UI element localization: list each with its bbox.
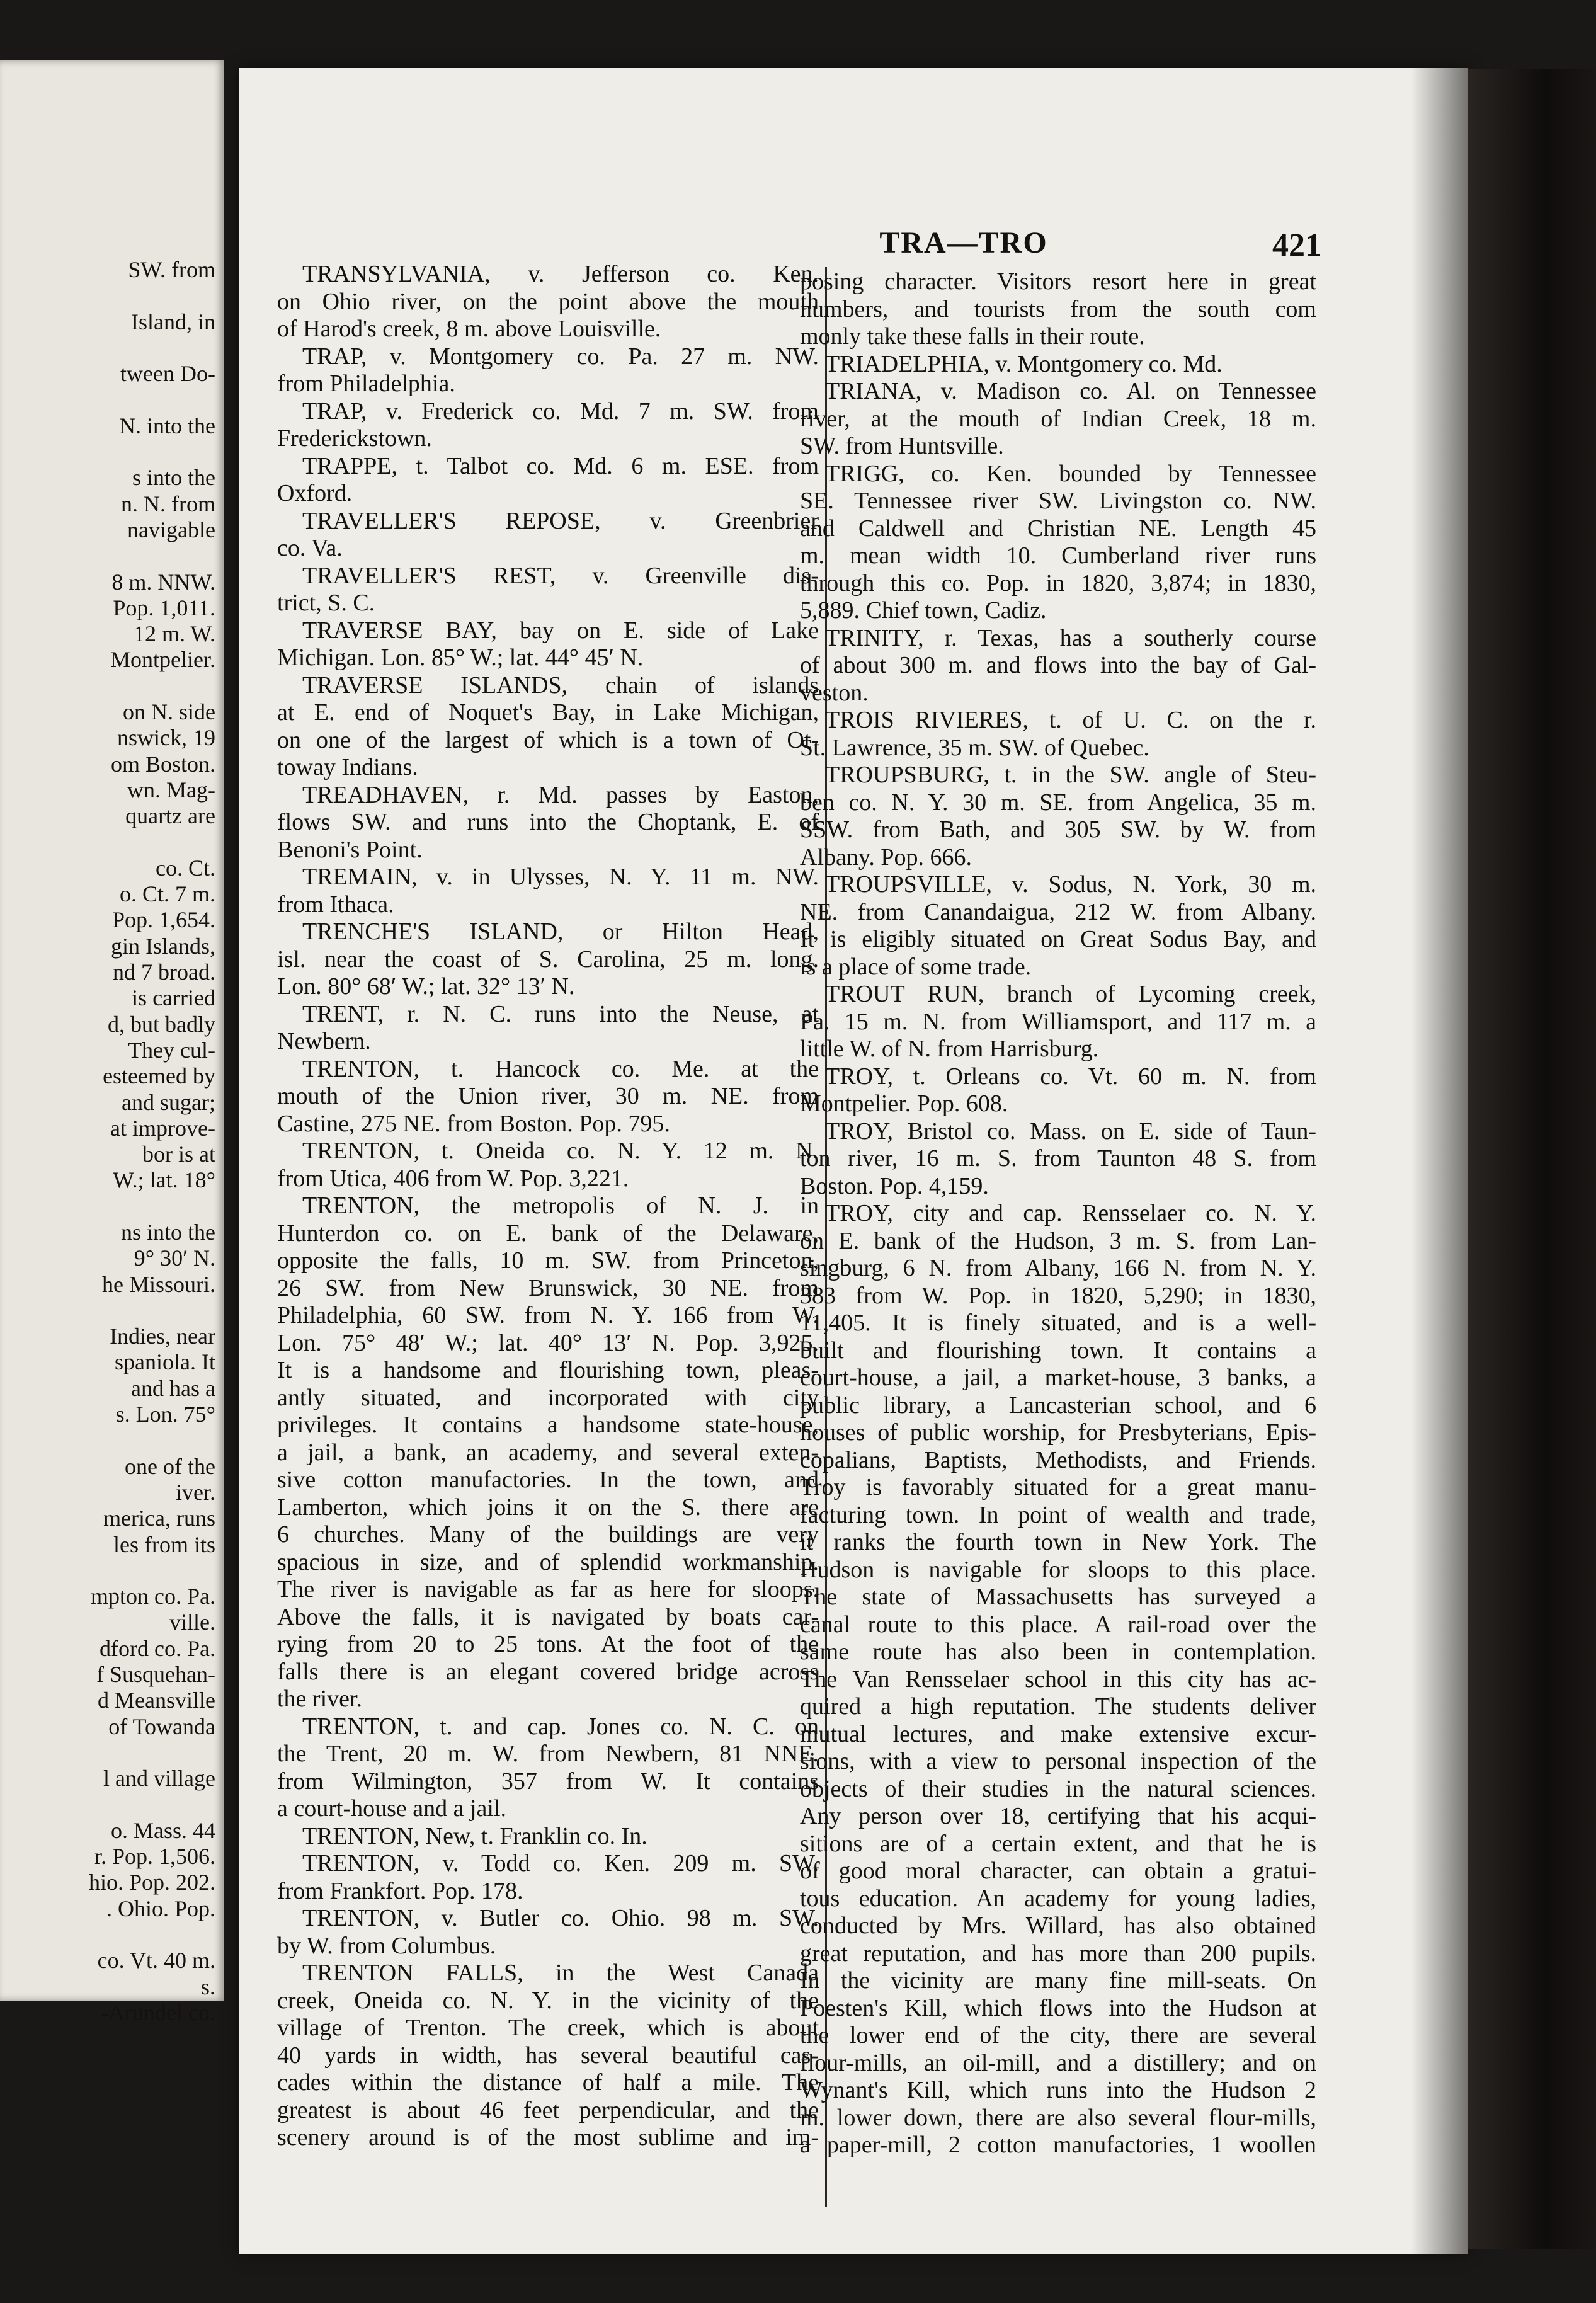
text-line: isl. near the coast of S. Carolina, 25 m. long. bbox=[277, 946, 819, 973]
text-line: Hudson is navigable for sloops to this place. bbox=[800, 1556, 1316, 1583]
text-line: from Frankfort. Pop. 178. bbox=[277, 1877, 523, 1904]
fragment-line bbox=[8, 439, 215, 465]
text-line: and Caldwell and Christian NE. Length 45 bbox=[800, 515, 1316, 542]
fragment-line bbox=[8, 543, 215, 569]
text-line: TRENTON, v. Butler co. Ohio. 98 m. SW. bbox=[302, 1905, 819, 1931]
fragment-line: is carried bbox=[132, 985, 215, 1011]
text-line: The state of Massachusetts has surveyed a bbox=[800, 1584, 1316, 1610]
text-line: flows SW. and runs into the Choptank, E. of bbox=[277, 809, 819, 835]
text-line: TRAVERSE ISLANDS, chain of islands bbox=[302, 671, 819, 699]
fragment-line: iver. bbox=[176, 1479, 215, 1505]
text-line: trict, S. C. bbox=[277, 590, 375, 616]
fragment-line: gin Islands, bbox=[111, 933, 215, 959]
text-line: of about 300 m. and flows into the bay of Gal- bbox=[800, 652, 1316, 678]
text-line: TRANSYLVANIA, v. Jefferson co. Ken. bbox=[302, 261, 819, 287]
fragment-line: at improve- bbox=[110, 1115, 215, 1141]
fragment-line: r. Pop. 1,506. bbox=[94, 1844, 215, 1870]
running-head: TRA—TRO bbox=[879, 226, 1048, 260]
fragment-line: They cul- bbox=[128, 1037, 215, 1063]
text-line: TRIGG, co. Ken. bounded by Tennessee bbox=[825, 460, 1316, 487]
fragment-line: 12 m. W. bbox=[133, 621, 215, 647]
fragment-line: and has a bbox=[131, 1375, 215, 1401]
text-line: TRIANA, v. Madison co. Al. on Tennessee bbox=[825, 378, 1316, 404]
text-line: great reputation, and has more than 200 pupils. bbox=[800, 1940, 1316, 1967]
text-line: by W. from Columbus. bbox=[277, 1932, 496, 1959]
text-line: the lower end of the city, there are several bbox=[800, 2022, 1316, 2049]
fragment-line: Pop. 1,654. bbox=[111, 907, 215, 933]
text-line: TRENTON, t. Oneida co. N. Y. 12 m. N. bbox=[302, 1138, 819, 1164]
fragment-line: ns into the bbox=[121, 1219, 215, 1245]
fragment-line bbox=[8, 283, 215, 309]
fragment-line: om Boston. bbox=[110, 751, 215, 777]
text-line: scenery around is of the most sublime and im- bbox=[277, 2124, 819, 2151]
fragment-line: spaniola. It bbox=[115, 1349, 215, 1375]
text-line: TRENTON, the metropolis of N. J. in bbox=[302, 1192, 819, 1219]
text-line: facturing town. In point of wealth and trade, bbox=[800, 1501, 1316, 1528]
fragment-line: N. into the bbox=[119, 413, 215, 438]
fragment-line: bor is at bbox=[142, 1141, 215, 1167]
text-line: sive cotton manufactories. In the town, and bbox=[277, 1466, 819, 1493]
fragment-line: of Towanda bbox=[108, 1713, 215, 1739]
text-line: TRENTON, t. and cap. Jones co. N. C. on bbox=[302, 1713, 819, 1740]
fragment-line: Island, in bbox=[131, 309, 215, 334]
text-line: 383 from W. Pop. in 1820, 5,290; in 1830, bbox=[800, 1282, 1316, 1309]
text-line: TRENTON, v. Todd co. Ken. 209 m. SW. bbox=[302, 1850, 819, 1877]
text-line: privileges. It contains a handsome state-house, bbox=[277, 1412, 819, 1438]
text-line: on E. bank of the Hudson, 3 m. S. from Lan- bbox=[800, 1227, 1316, 1254]
text-line: It is eligibly situated on Great Sodus Bay, and bbox=[800, 926, 1316, 952]
text-line: monly take these falls in their route. bbox=[800, 323, 1145, 350]
fragment-line: d Meansville bbox=[98, 1688, 215, 1713]
text-line: toway Indians. bbox=[277, 754, 418, 780]
fragment-line: . Ohio. Pop. bbox=[106, 1895, 215, 1921]
fragment-line: les from its bbox=[113, 1531, 215, 1557]
text-line: St. Lawrence, 35 m. SW. of Quebec. bbox=[800, 734, 1149, 761]
text-line: Albany. Pop. 666. bbox=[800, 843, 972, 871]
text-line: quired a high reputation. The students deliver bbox=[800, 1693, 1316, 1720]
fragment-line: quartz are bbox=[125, 803, 215, 829]
text-line: The river is navigable as far as here for sloops. bbox=[277, 1576, 819, 1603]
fragment-line: and sugar; bbox=[122, 1089, 215, 1115]
text-line: It is a handsome and flourishing town, pleas- bbox=[277, 1357, 819, 1383]
fragment-line bbox=[8, 1922, 215, 1948]
fragment-line bbox=[8, 673, 215, 699]
text-line: of good moral character, can obtain a gratui- bbox=[800, 1858, 1316, 1884]
fragment-line: mpton co. Pa. bbox=[91, 1584, 215, 1609]
text-line: at E. end of Noquet's Bay, in Lake Michigan, bbox=[277, 699, 819, 726]
fragment-line: wn. Mag- bbox=[127, 777, 215, 803]
text-line: greatest is about 46 feet perpendicular, and the bbox=[277, 2096, 819, 2123]
text-line: Montpelier. Pop. 608. bbox=[800, 1090, 1008, 1117]
text-line: posing character. Visitors resort here in great bbox=[800, 268, 1316, 295]
text-line: TRIADELPHIA, v. Montgomery co. Md. bbox=[825, 350, 1223, 377]
text-line: tous education. An academy for young ladies, bbox=[800, 1885, 1316, 1912]
text-line: ben co. N. Y. 30 m. SE. from Angelica, 35 m. bbox=[800, 789, 1316, 816]
text-line: SE. Tennessee river SW. Livingston co. NW. bbox=[800, 488, 1316, 514]
fragment-line: n. N. from bbox=[121, 491, 215, 517]
page-number: 421 bbox=[1272, 227, 1321, 263]
text-line: TRAVELLER'S REST, v. Greenville dis- bbox=[302, 562, 819, 589]
text-line: from Wilmington, 357 from W. It contains bbox=[277, 1768, 819, 1795]
text-line: TRAP, v. Frederick co. Md. 7 m. SW. from bbox=[302, 397, 819, 425]
text-line: a court-house and a jail. bbox=[277, 1795, 507, 1822]
fragment-line: merica, runs bbox=[103, 1506, 215, 1531]
fragment-line: co. Vt. 40 m. bbox=[97, 1948, 215, 1974]
fragment-line: SW. from bbox=[128, 257, 215, 282]
gazetteer-page bbox=[239, 68, 1468, 2254]
text-line: TROY, city and cap. Rensselaer co. N. Y. bbox=[825, 1200, 1316, 1226]
text-line: antly situated, and incorporated with city bbox=[277, 1384, 819, 1411]
text-line: TRINITY, r. Texas, has a southerly course bbox=[825, 624, 1316, 651]
text-line: Poesten's Kill, which flows into the Hudson at bbox=[800, 1994, 1316, 2021]
text-line: Newbern. bbox=[277, 1028, 371, 1054]
left-column bbox=[277, 261, 819, 2152]
text-line: Frederickstown. bbox=[277, 425, 432, 452]
fragment-line: he Missouri. bbox=[102, 1271, 215, 1297]
text-line: a jail, a bank, an academy, and several exten- bbox=[277, 1439, 819, 1466]
text-line: TRENTON, t. Hancock co. Me. at the bbox=[302, 1055, 819, 1082]
fragment-line: l and village bbox=[103, 1766, 215, 1792]
text-line: In the vicinity are many fine mill-seats. On bbox=[800, 1967, 1316, 1994]
fragment-line bbox=[8, 335, 215, 361]
fragment-line: o. Mass. 44 bbox=[110, 1817, 215, 1843]
text-line: Oxford. bbox=[277, 480, 353, 506]
text-line: cades within the distance of half a mile. The bbox=[277, 2069, 819, 2096]
fragment-line: 9° 30′ N. bbox=[134, 1245, 215, 1271]
text-line: houses of public worship, for Presbyterians, Epis- bbox=[800, 1419, 1316, 1446]
text-line: objects of their studies in the natural sciences. bbox=[800, 1775, 1316, 1802]
text-line: sions, with a view to personal inspection of the bbox=[800, 1748, 1316, 1774]
text-line: m. lower down, there are also several flour-mills, bbox=[800, 2104, 1316, 2131]
text-line: opposite the falls, 10 m. SW. from Princeton, bbox=[277, 1247, 819, 1274]
text-line: Hunterdon co. on E. bank of the Delaware, bbox=[277, 1220, 819, 1247]
text-line: ton river, 16 m. S. from Taunton 48 S. from bbox=[800, 1145, 1316, 1172]
text-line: built and flourishing town. It contains a bbox=[800, 1337, 1316, 1364]
text-line: 26 SW. from New Brunswick, 30 NE. from bbox=[277, 1274, 819, 1301]
previous-page-fragment bbox=[0, 60, 224, 2025]
text-line: SW. from Huntsville. bbox=[800, 433, 1004, 459]
text-line: Troy is favorably situated for a great manu- bbox=[800, 1474, 1316, 1500]
text-line: Lamberton, which joins it on the S. there are bbox=[277, 1494, 819, 1521]
text-line: Lon. 80° 68′ W.; lat. 32° 13′ N. bbox=[277, 973, 575, 1000]
text-line: the Trent, 20 m. W. from Newbern, 81 NNE. bbox=[277, 1740, 819, 1767]
fragment-line: ville. bbox=[169, 1609, 215, 1635]
text-line: NE. from Canandaigua, 212 W. from Albany. bbox=[800, 898, 1316, 925]
fragment-line bbox=[8, 387, 215, 413]
text-line: a paper-mill, 2 cotton manufactories, 1 woollen bbox=[800, 2132, 1316, 2158]
fragment-line: -Arundel co. bbox=[101, 1999, 215, 2025]
fragment-line: W.; lat. 18° bbox=[112, 1167, 215, 1193]
text-line: SSW. from Bath, and 305 SW. by W. from bbox=[800, 816, 1316, 843]
text-line: 11,405. It is finely situated, and is a well- bbox=[800, 1310, 1316, 1336]
fragment-line bbox=[8, 1558, 215, 1584]
text-line: it ranks the fourth town in New York. The bbox=[800, 1529, 1316, 1555]
fragment-line: nswick, 19 bbox=[117, 725, 215, 751]
fragment-line: dford co. Pa. bbox=[100, 1635, 215, 1661]
fragment-line: esteemed by bbox=[103, 1063, 215, 1089]
text-line: TRENTON FALLS, in the West Canada bbox=[302, 1960, 819, 1986]
text-line: court-house, a jail, a market-house, 3 banks, a bbox=[800, 1364, 1316, 1391]
text-line: TRAVERSE BAY, bay on E. side of Lake bbox=[302, 617, 819, 644]
book-spine bbox=[1468, 69, 1596, 2249]
text-line: river, at the mouth of Indian Creek, 18 m. bbox=[800, 405, 1316, 432]
fragment-line bbox=[8, 830, 215, 855]
text-line: through this co. Pop. in 1820, 3,874; in 1830, bbox=[800, 569, 1316, 597]
fragment-line: Montpelier. bbox=[110, 647, 215, 673]
text-line: TRENT, r. N. C. runs into the Neuse, at bbox=[302, 1000, 819, 1027]
text-line: 5,889. Chief town, Cadiz. bbox=[800, 597, 1047, 624]
text-line: same route has also been in contemplation. bbox=[800, 1638, 1316, 1665]
text-line: Wynant's Kill, which runs into the Hudson 2 bbox=[800, 2077, 1316, 2103]
text-line: copalians, Baptists, Methodists, and Friends. bbox=[800, 1446, 1316, 1473]
text-line: canal route to this place. A rail-road over the bbox=[800, 1611, 1316, 1638]
fragment-line: one of the bbox=[125, 1453, 215, 1479]
text-line: TROY, Bristol co. Mass. on E. side of Taun- bbox=[825, 1117, 1316, 1145]
text-line: Above the falls, it is navigated by boats car- bbox=[277, 1603, 819, 1630]
text-line: TRENCHE'S ISLAND, or Hilton Head, bbox=[302, 918, 819, 945]
text-line: village of Trenton. The creek, which is about bbox=[277, 2014, 819, 2041]
text-line: of Harod's creek, 8 m. above Louisville. bbox=[277, 316, 661, 342]
text-line: Benoni's Point. bbox=[277, 836, 423, 863]
text-line: veston. bbox=[800, 679, 869, 706]
text-line: TREMAIN, v. in Ulysses, N. Y. 11 m. NW. bbox=[302, 864, 819, 890]
fragment-line: navigable bbox=[127, 517, 215, 542]
text-line: TRAP, v. Montgomery co. Pa. 27 m. NW. bbox=[302, 343, 819, 370]
text-line: spacious in size, and of splendid workmanship. bbox=[277, 1548, 819, 1575]
text-line: singburg, 6 N. from Albany, 166 N. from N. Y. bbox=[800, 1255, 1316, 1281]
fragment-line: s into the bbox=[132, 465, 215, 491]
text-line: TROUT RUN, branch of Lycoming creek, bbox=[825, 981, 1316, 1007]
fragment-line: o. Ct. 7 m. bbox=[119, 881, 215, 907]
text-line: TROIS RIVIERES, t. of U. C. on the r. bbox=[825, 707, 1316, 733]
text-line: numbers, and tourists from the south com bbox=[800, 295, 1316, 323]
fragment-line bbox=[8, 1740, 215, 1766]
text-line: conducted by Mrs. Willard, has also obtained bbox=[800, 1912, 1316, 1939]
right-column bbox=[800, 268, 1316, 2159]
text-line: creek, Oneida co. N. Y. in the vicinity of the bbox=[277, 1987, 819, 2014]
fragment-line bbox=[8, 1792, 215, 1818]
text-line: Any person over 18, certifying that his acqui- bbox=[800, 1803, 1316, 1829]
text-line: falls there is an elegant covered bridge across bbox=[277, 1658, 819, 1685]
text-line: Boston. Pop. 4,159. bbox=[800, 1172, 989, 1199]
text-line: public library, a Lancasterian school, and 6 bbox=[800, 1392, 1316, 1419]
text-line: TREADHAVEN, r. Md. passes by Easton, bbox=[302, 781, 819, 808]
text-line: on one of the largest of which is a town of Ot- bbox=[277, 726, 819, 753]
fragment-line: s. Lon. 75° bbox=[115, 1402, 215, 1427]
fragment-line: s. bbox=[200, 1974, 215, 1999]
text-line: TRENTON, New, t. Franklin co. In. bbox=[302, 1822, 647, 1849]
fragment-line bbox=[8, 1427, 215, 1453]
text-line: TROUPSVILLE, v. Sodus, N. York, 30 m. bbox=[825, 871, 1316, 898]
text-line: TROY, t. Orleans co. Vt. 60 m. N. from bbox=[825, 1063, 1316, 1090]
fragment-line bbox=[8, 1298, 215, 1323]
text-line: sitions are of a certain extent, and that he is bbox=[800, 1830, 1316, 1857]
fragment-line: f Susquehan- bbox=[96, 1662, 215, 1688]
fragment-line bbox=[8, 1194, 215, 1220]
text-line: flour-mills, an oil-mill, and a distillery; and on bbox=[800, 2049, 1316, 2076]
fragment-line: d, but badly bbox=[108, 1011, 215, 1037]
text-line: co. Va. bbox=[277, 535, 343, 561]
text-line: Castine, 275 NE. from Boston. Pop. 795. bbox=[277, 1110, 670, 1137]
fragment-line: co. Ct. bbox=[156, 855, 215, 881]
text-line: The Van Rensselaer school in this city has ac- bbox=[800, 1666, 1316, 1693]
text-line: rying from 20 to 25 tons. At the foot of the bbox=[277, 1631, 819, 1657]
text-line: TRAPPE, t. Talbot co. Md. 6 m. ESE. from bbox=[302, 452, 819, 479]
text-line: from Philadelphia. bbox=[277, 370, 455, 397]
fragment-line: on N. side bbox=[123, 699, 215, 725]
text-line: Lon. 75° 48′ W.; lat. 40° 13′ N. Pop. 3,925. bbox=[277, 1329, 819, 1356]
text-line: 40 yards in width, has several beautiful cas- bbox=[277, 2042, 819, 2069]
text-line: little W. of N. from Harrisburg. bbox=[800, 1036, 1099, 1062]
text-line: m. mean width 10. Cumberland river runs bbox=[800, 542, 1316, 569]
fragment-line: nd 7 broad. bbox=[113, 959, 215, 985]
text-line: mutual lectures, and make extensive excur- bbox=[800, 1720, 1316, 1747]
text-line: from Utica, 406 from W. Pop. 3,221. bbox=[277, 1165, 629, 1192]
text-line: is a place of some trade. bbox=[800, 953, 1032, 980]
text-line: on Ohio river, on the point above the mouth bbox=[277, 288, 819, 315]
fragment-line: Pop. 1,011. bbox=[113, 595, 215, 620]
fragment-line: tween Do- bbox=[120, 361, 215, 387]
text-line: from Ithaca. bbox=[277, 891, 394, 918]
text-line: TROUPSBURG, t. in the SW. angle of Steu- bbox=[825, 762, 1316, 788]
text-line: TRAVELLER'S REPOSE, v. Greenbrier bbox=[302, 507, 819, 534]
text-line: the river. bbox=[277, 1686, 363, 1712]
fragment-line: 8 m. NNW. bbox=[111, 569, 215, 595]
previous-page-text bbox=[8, 257, 215, 2026]
fragment-line: Indies, near bbox=[110, 1323, 215, 1349]
text-line: Pa. 15 m. N. from Williamsport, and 117 m. a bbox=[800, 1008, 1316, 1035]
fragment-line: hio. Pop. 202. bbox=[88, 1870, 215, 1895]
text-line: Michigan. Lon. 85° W.; lat. 44° 45′ N. bbox=[277, 644, 644, 671]
text-line: 6 churches. Many of the buildings are very bbox=[277, 1521, 819, 1548]
text-line: mouth of the Union river, 30 m. NE. from bbox=[277, 1083, 819, 1109]
text-line: Philadelphia, 60 SW. from N. Y. 166 from W. bbox=[277, 1302, 819, 1329]
